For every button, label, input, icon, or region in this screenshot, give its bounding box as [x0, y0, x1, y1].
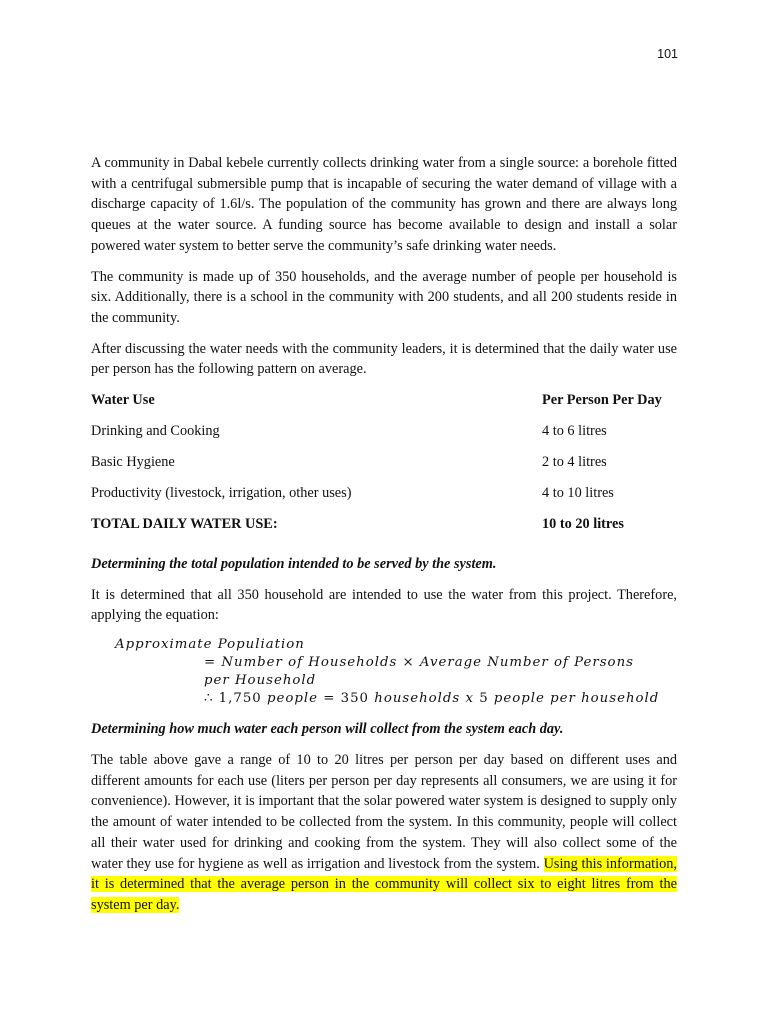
table-cell-use: Basic Hygiene	[91, 454, 175, 471]
final-paragraph	[91, 750, 677, 916]
header-per-person-per-day: Per Person Per Day	[542, 392, 662, 409]
equation-households: households x	[374, 690, 474, 706]
equation-therefore: ∴ 1,750	[204, 690, 262, 706]
community-paragraph: The community is made up of 350 households, and the average number of people per household is six. Additionally, there is a school in the community with 200 students, and all 200 students reside in the community.	[91, 268, 677, 326]
table-cell-amount: 4 to 6 litres	[542, 423, 607, 440]
intro-paragraph: A community in Dabal kebele currently collects drinking water from a single source: a borehole fitted with a centrifugal submersible pump that is incapable of securing the water demand of village with a discharge capacity of 1.6l/s. The population of the community has grown and there are always long queues at the water source. A funding source has become available to design and install a solar powered water system to better serve the community’s safe drinking water needs.	[91, 155, 677, 254]
population-equation	[115, 636, 677, 707]
table-cell-use: Drinking and Cooking	[91, 423, 220, 440]
table-total-row	[91, 514, 677, 545]
heading-collection: Determining how much water each person will collect from the system each day.	[91, 721, 564, 738]
discussion-paragraph: After discussing the water needs with the community leaders, it is determined that the daily water use per person has the following pattern on average.	[91, 340, 677, 378]
water-use-table	[91, 390, 677, 545]
table-cell-use: Productivity (livestock, irrigation, other uses)	[91, 485, 352, 502]
table-row	[91, 483, 677, 514]
equation-five: 5	[479, 690, 489, 706]
equation-equals: = 350	[323, 690, 370, 706]
table-header-row	[91, 390, 677, 421]
table-cell-amount: 2 to 4 litres	[542, 454, 607, 471]
highlighted-text: Using this information, it is determined that the average person in the community will collect six to eight litres from the system per day.	[91, 855, 677, 913]
table-row	[91, 421, 677, 452]
table-cell-amount: 4 to 10 litres	[542, 485, 614, 502]
equation-line-1: Approximate Populiation	[115, 637, 305, 653]
equation-line-3: per Household	[204, 672, 317, 688]
equation-line-4	[115, 690, 677, 708]
table-row	[91, 452, 677, 483]
total-label: TOTAL DAILY WATER USE:	[91, 516, 278, 533]
heading-population: Determining the total population intended to be served by the system.	[91, 556, 497, 573]
equation-people: people	[267, 690, 319, 706]
population-paragraph: It is determined that all 350 household are intended to use the water from this project. Therefore, applying the equation:	[91, 586, 677, 624]
page-number: 101	[657, 47, 678, 61]
equation-line-2: = Number of Households × Average Number of Persons	[204, 654, 634, 670]
document-body	[91, 153, 677, 926]
equation-tail: people per household	[493, 690, 660, 706]
final-paragraph-text: The table above gave a range of 10 to 20 litres per person per day based on different uses and different amounts for each use (liters per person per day represents all consumers, we are using it for convenience). However, it is important that the solar powered water system is designed to supply only the amount of water intended to be collected from the system. In this community, people will collect all their water used for drinking and cooking from the system. They will also collect some of the water they use for hygiene as well as irrigation and livestock from the system.	[91, 752, 677, 872]
total-value: 10 to 20 litres	[542, 516, 624, 533]
header-water-use: Water Use	[91, 392, 155, 409]
